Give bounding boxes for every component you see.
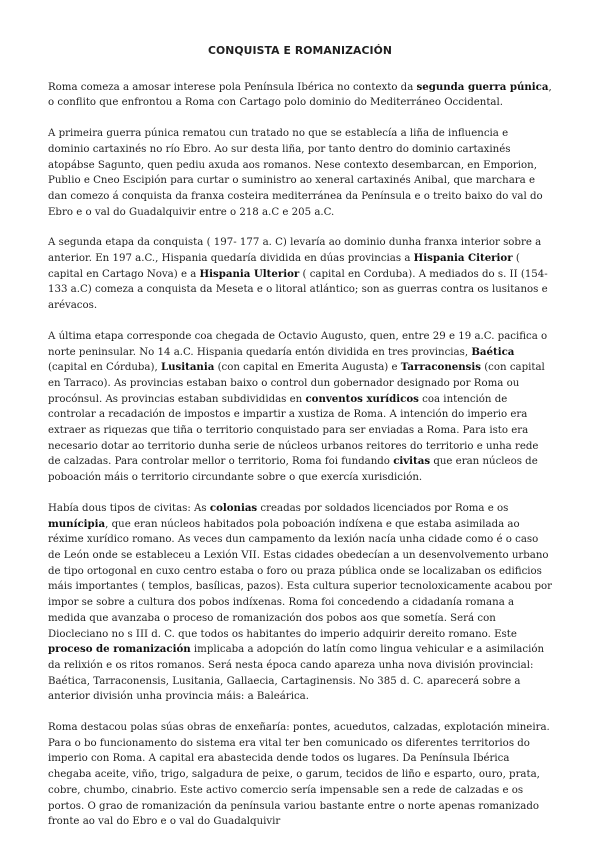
text-run: (con capital en Tarraco). As provincias estaban baixo o control dun gobernador designado por Roma ou procónsul. As provincias estaban subdivididas en <box>48 362 545 405</box>
paragraph <box>48 329 552 486</box>
bold-term: conventos xurídicos <box>305 392 419 405</box>
text-run: , que eran núcleos habitados pola poboación indíxena e que estaba asimilada ao réxime xurídico romano. As veces dun campamento da lexión nacía unha cidade como é o caso de León onde se estableceu a Lexión VII. Estas cidades obedecían a un desenvolvemento urbano de tipo ortogonal en cuxo centro estaba o foro ou praza pública onde se localizaban os edificios máis importantes ( templos, basílicas, pazos). Esta cultura superior tecnoloxicamente acabou por impor se sobre a cultura dos pobos indíxenas. Roma foi concedendo a cidadanía romana a medida que avanzaba o proceso de romanización dos pobos aos que sometía. Será con Diocleciano no s III d. C. que todos os habitantes do imperio adquirir dereito romano. Este <box>48 518 552 640</box>
text-run: (capital en Córduba), <box>48 362 161 374</box>
bold-term: Hispania Ulterior <box>199 267 300 280</box>
paragraph <box>48 235 552 314</box>
bold-term: Lusitania <box>160 361 215 374</box>
document-body <box>48 80 552 830</box>
bold-term: Hispania Citerior <box>413 252 513 265</box>
paragraph <box>48 501 552 705</box>
text-run: que eran núcleos de poboación máis o territorio circundante sobre o que exercía xurisdición. <box>48 456 538 484</box>
bold-term: proceso de romanización <box>48 643 191 656</box>
text-run: , o conflito que enfrontou a Roma con Cartago polo dominio do Mediterráneo Occidental. <box>48 81 552 109</box>
text-run: ( capital en Cartago Nova) e a <box>48 253 520 280</box>
paragraph <box>48 80 552 111</box>
bold-term: munícipia <box>48 517 106 530</box>
document-title: CONQUISTA E ROMANIZACIÓN <box>207 44 393 57</box>
text-run: Roma destacou polas súas obras de enxeñaría: pontes, acuedutos, calzadas, explotación mineira. Para o bo funcionamento do sistema era vital ter ben comunicado os diferentes territorios do imperio con Roma. A capital era abastecida dende todos os lugares. Da Península Ibérica chegaba aceite, viño, trigo, salgadura de peixe, o garum, tecidos de liño e esparto, ouro, prata, cobre, chumbo, cinabrio. Este activo comercio sería impensable sen a rede de calzadas e os portos. O grao de romanización da península variou bastante entre o norte apenas romanizado fronte ao val do Ebro e o val do Guadalquivir <box>48 722 550 828</box>
text-run: coa intención de controlar a recadación de impostos e impartir a xustiza de Roma. A intención do imperio era extraer as riquezas que tiña o territorio conquistado para ser enviadas a Roma. Para isto era necesario dotar ao territorio dunha serie de núcleos urbanos reitores do territorio e unha rede de calzadas. Para controlar mellor o territorio, Roma foi fundando <box>48 393 539 468</box>
text-run: creadas por soldados licenciados por Roma e os <box>257 502 509 514</box>
text-run: A última etapa corresponde coa chegada de Octavio Augusto, quen, entre 29 e 19 a.C. pacifica o norte peninsular. No 14 a.C. Hispania quedaría entón dividida en tres provincias, <box>48 330 548 358</box>
text-run: (con capital en Emerita Augusta) e <box>214 362 401 374</box>
bold-term: segunda guerra púnica <box>416 80 549 93</box>
text-run: Había dous tipos de civitas: As <box>48 502 210 514</box>
paragraph <box>48 720 552 830</box>
text-run: A primeira guerra púnica rematou cun tratado no que se establecía a liña de influencia e dominio cartaxinés no río Ebro. Ao sur desta liña, por tanto dentro do dominio cartaxinés atopábse Sagunto, quen pediu axuda aos romanos. Nese contexto desembarcan, en Emporion, Publio e Cneo Escipión para curtar o suministro ao xeneral cartaxinés Anibal, que marchara e dan comezo á conquista da franxa costeira mediterránea da Península e o treito baixo do val do Ebro e o val do Guadalquivir entre o 218 a.C e 205 a.C. <box>48 128 543 218</box>
bold-term: Tarraconensis <box>400 361 481 374</box>
bold-term: colonias <box>209 501 258 514</box>
paragraph <box>48 126 552 220</box>
bold-term: civitas <box>393 455 431 468</box>
bold-term: Baética <box>471 345 515 358</box>
text-run: ( capital en Corduba). A mediados do s. II (154-133 a.C) comeza a conquista da Meseta e o litoral atlántico; son as guerras contra os lusitanos e arévacos. <box>48 268 548 312</box>
text-run: Roma comeza a amosar interese pola Península Ibérica no contexto da <box>48 81 417 93</box>
text-run: implicaba a adopción do latín como lingua vehicular e a asimilación da relixión e os ritos romanos. Será nesta época cando apareza unha nova división provincial: Baética, Tarraconensis, Lusitania, Gallaecia, Cartaginensis. No 385 d. C. aparecerá sobre a anterior división unha provincia máis: a Baleárica. <box>48 644 545 703</box>
text-run: A segunda etapa da conquista ( 197- 177 a. C) levaría ao dominio dunha franxa interior sobre a anterior. En 197 a.C., Hispania quedaría dividida en dúas provincias a <box>48 237 542 265</box>
